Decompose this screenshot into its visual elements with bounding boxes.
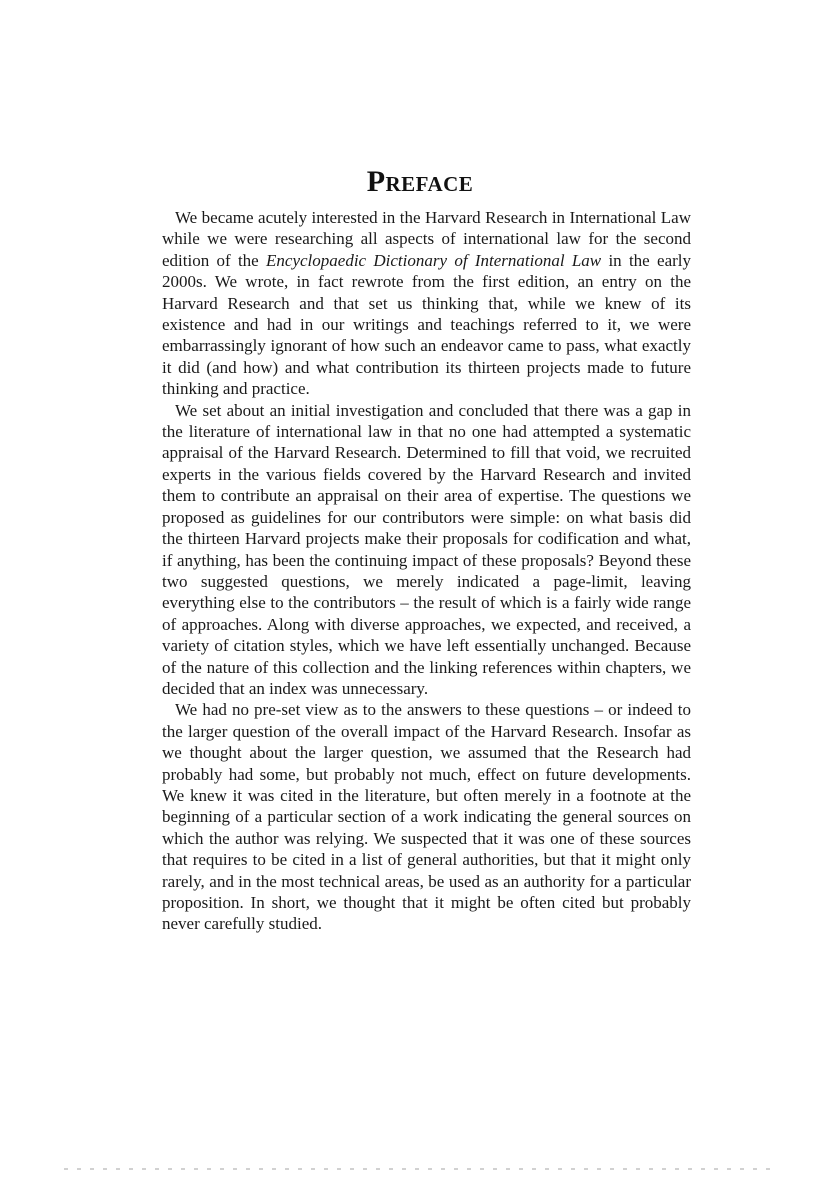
paragraph-1 <box>162 207 691 400</box>
paragraph-1-text-b: in the early 2000s. We wrote, in fact rewrote from the first edition, an entry on the Harvard Research and that set us thinking that, while we knew of its existence and had in our writings and teachings referred to it, we were embarrassingly ignorant of how such an endeavor came to pass, what exactly it did (and how) and what contribution its thirteen projects made to future thinking and practice. <box>162 250 691 399</box>
paragraph-3: We had no pre-set view as to the answers to these questions – or indeed to the larger question of the overall impact of the Harvard Research. Insofar as we thought about the larger question, we assumed that the Research had probably had some, but probably not much, effect on future developments. We knew it was cited in the literature, but often merely in a footnote at the beginning of a particular section of a work indicating the general sources on which the author was relying. We suspected that it was one of these sources that requires to be cited in a list of general authorities, but that it might only rarely, and in the most technical areas, be used as an authority for a particular proposition. In short, we thought that it might be often cited but probably never carefully studied. <box>162 700 691 934</box>
footer-copyright-strip <box>64 1168 776 1170</box>
preface-body <box>162 207 691 935</box>
book-title-italic: Encyclopaedic Dictionary of International Law <box>266 250 602 270</box>
paragraph-1-text-a: We became acutely interested in the Harvard Research in International Law while we were researching all aspects of international law for the second edition of the <box>162 208 691 270</box>
paragraph-2: We set about an initial investigation and concluded that there was a gap in the literature of international law in that no one had attempted a systematic appraisal of the Harvard Research. Determined to fill that void, we recruited experts in the various fields covered by the Harvard Research and invited them to contribute an appraisal on their area of expertise. The questions we proposed as guidelines for our contributors were simple: on what basis did the thirteen Harvard projects make their proposals for codification and what, if anything, has been the continuing impact of these proposals? Beyond these two suggested questions, we merely indicated a page-limit, leaving everything else to the contributors – the result of which is a fairly wide range of approaches. Along with diverse approaches, we expected, and received, a variety of citation styles, which we have left essentially unchanged. Because of the nature of this collection and the linking references within chapters, we decided that an index was unnecessary. <box>162 400 691 698</box>
page-title: Preface <box>366 165 474 199</box>
